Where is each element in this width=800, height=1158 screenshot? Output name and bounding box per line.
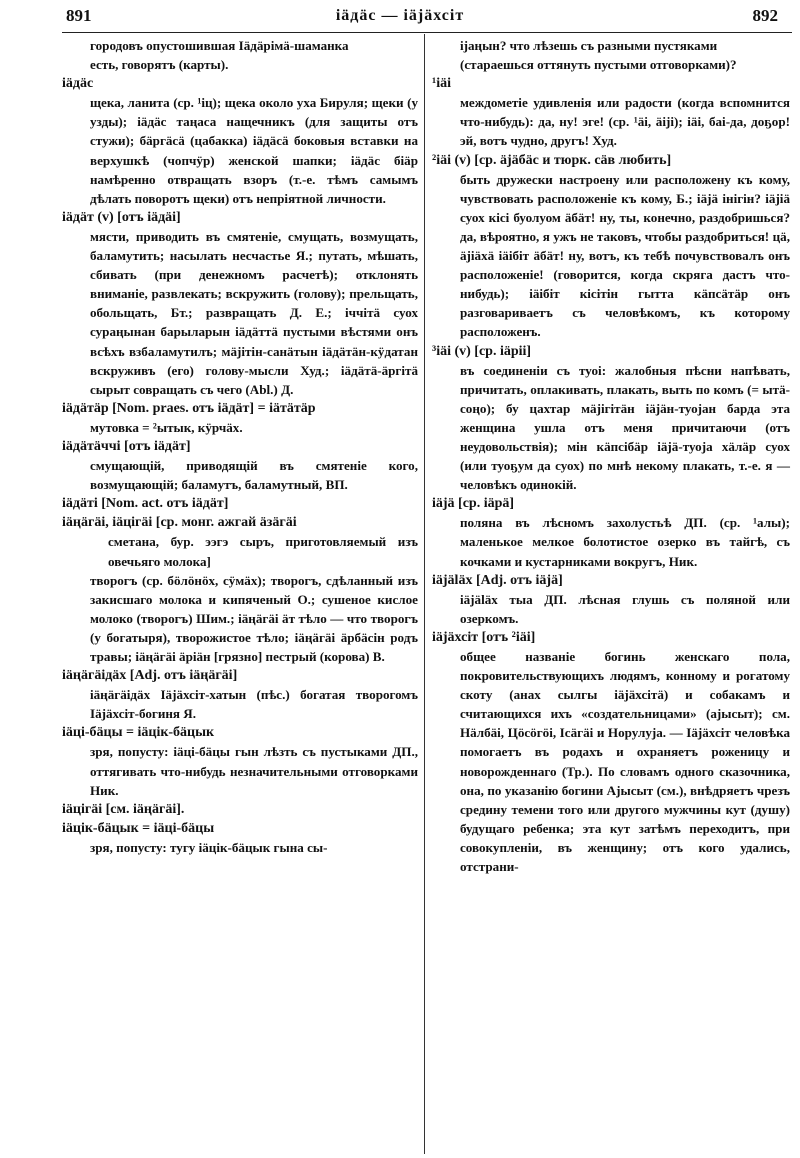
entry-text: мясти, приводить въ смятенiе, смущать, возмущать, баламутить; насылать несчастье Я.; путать, мѣшать, сбивать (при денежномъ расчетѣ); отклонять вниманiе, развлекать; вскружить (голову); прельщать, обольщать, Бт.; развращать Д. Е.; iччiтä суох сураңынан барыларын iäдäттä пустыми вѣстями онъ всѣхъ взбаламутилъ; мäjiтiн-санäтын iäдäтäн-кÿдатан вскруживъ (его) голову-мысли Худ.; iäдäтä-äргiтä сырыт совращать съ чего (Abl.) Д. <box>90 228 418 397</box>
right-column <box>432 36 790 876</box>
entry-headword: iäңäгäiдäх [Adj. отъ iäңäгäi] <box>62 668 238 684</box>
entry-text: сметана, бур. ээгэ сыръ, приготовляемый изъ овечьяго молока] <box>108 534 418 569</box>
left-column <box>62 36 418 857</box>
entry-text: iјаңын? что лѣзешь съ разными пустяками <box>460 38 718 53</box>
entry-headword: ¹iäi <box>432 76 451 92</box>
entry-text: смущающiй, приводящiй въ смятенiе кого, возмущающiй; баламутъ, баламутный, ВП. <box>90 458 418 493</box>
column-divider <box>424 34 425 1154</box>
header-rule <box>62 32 792 33</box>
page-number-right: 892 <box>752 6 778 25</box>
entry-headword: iäдäтi [Nom. act. отъ iäдäт] <box>62 496 229 512</box>
entry-text: быть дружески настроену или расположену къ кому, чувствовать расположенiе къ кому, Б.; iäjä iнiгiн? iäjiä суох кiсi буолуом äбäт! ну, ты, конечно, раздобришься? да, вѣроятно, я ужъ не таковъ, чтобы раздобриться! цä, äjiäхä iäiбiт äбäт! ну, вотъ, къ тебѣ почувствовалъ онъ расположенiе! (говорится, когда скряга дастъ что-нибудь); iäiбiт кiсiтiн гытта кäпсäтäр онъ разговариваетъ съ человѣкомъ, къ которому расположенъ. <box>460 171 790 340</box>
entry-text: творогъ (ср. бöлöнöх, сÿмäх); творогъ, сдѣланный изъ закисшаго молока и кипяченый О.; сушеное кислое молоко (творогъ) Шим.; iäңäгäi äт тѣло — что творогъ (у богатыря), творожистое тѣло; iäңäгäi äрбäсiн родъ травы; iäңäгäi äрiäн [грязно] пестрый (корова) В. <box>90 572 418 664</box>
entry-text: (стараешься оттянуть пустыми отговорками)? <box>460 57 737 73</box>
entry-text: щека, ланита (ср. ¹iц); щека около уха Бируля; щеки (у узды); iäдäс таңаса нащечникъ (для защиты отъ стужи); бäргäсä (цабакка) iäдäсä боковыя вставки на верхушкѣ (чопчÿр) женской шапки; iäдäс бiäр намѣренно отвращать взоръ (т.-е. тѣмъ самымъ дѣлать поворотъ щеки) отъ непрiятной личности. <box>90 95 418 206</box>
entry-headword: iäцi-бäцы = iäцiк-бäцык <box>62 725 215 741</box>
entry-text: междометiе удивленiя или радости (когда вспомнится что-нибудь): да, ну! эге! (ср. ¹äi, äiji); iäi, баi-да, доҕор! эй, вотъ чудно, другъ! Худ. <box>460 95 790 149</box>
entry-text: городовъ опустошившая Iäдäрiмä-шаманка <box>90 38 349 53</box>
entry-text: поляна въ лѣсномъ захолустьѣ ДП. (ср. ¹алы); маленькое мелкое болотистое озерко въ тайгѣ, съ кочками и кустарниками вокругъ, Ник. <box>460 515 790 569</box>
entry-headword: iäңäгäi, iäцiгäi [ср. монг. ажгай äзäгäi <box>62 515 297 531</box>
entry-headword: iäцiгäi [см. iäңäгäi]. <box>62 801 185 817</box>
entry-text: iäjäläх тыа ДП. лѣсная глушь съ поляной или озеркомъ. <box>460 591 790 626</box>
entry-headword: iäдäс <box>62 76 94 92</box>
entry-text: зря, попусту: тугу iäцiк-бäцык гына сы- <box>90 839 328 855</box>
entry-text: есть, говорятъ (карты). <box>90 57 229 73</box>
entry-headword: iäдäт (v) [отъ iäдäi] <box>62 209 181 225</box>
entry-text: въ соединенiи съ туоi: жалобныя пѣсни напѣвать, причитать, оплакивать, плакать, выть по комъ (= ытä-соңо); бу цахтар мäjiгiтäн iäjäн-туоjан барда эта женщина ушла отъ меня причитаючи (отъ неудовольствiя); мiн кäпсiбäр iäjä-туоjа хäлäр суох (или туоҕум да суох) по мнѣ некому плакать, т.-е. я — человѣкъ одинокiй. <box>460 362 790 493</box>
page-header <box>0 6 800 32</box>
page-number-left: 891 <box>66 6 92 25</box>
entry-headword: ²iäi (v) [ср. äjäбäс и тюрк. сäв любить] <box>432 152 672 168</box>
entry-text: мутовка = ²ытык, кÿрчäх. <box>90 419 243 435</box>
entry-headword: iäjä [ср. iäpä] <box>432 496 515 512</box>
entry-headword: iäjäхсiт [отъ ²iäi] <box>432 629 536 645</box>
entry-headword: iäдäтäр [Nom. praes. отъ iäдäт] = iäтäтäр <box>62 400 316 416</box>
entry-headword: ³iäi (v) [ср. iäpii] <box>432 343 532 359</box>
entry-headword: iäjäläх [Adj. отъ iäjä] <box>432 572 563 588</box>
entry-text: зря, попусту: iäцi-бäцы гын лѣзть съ пустыками ДП., оттягивать что-нибудь незначительными отговорками Ник. <box>90 744 418 798</box>
entry-headword: iäцiк-бäцык = iäцi-бäцы <box>62 820 215 836</box>
entry-text: общее названiе богинь женскаго пола, покровительствующихъ людямъ, конному и рогатому скоту (анах сылгы iäjäхсiтä) и собакамъ и считающихся ихъ «создательницами» (аjысыт); см. Нäлбäi, Цöсöгöi, Iсäгäi и Норулуjа. — Iäjäхсiт человѣка помогаетъ въ родахъ и охраняетъ роженицу и новорожденнаго (Тр.). По словамъ одного сказочника, она, по указанiю богини Аjысыт (см.), внѣдряетъ чрезъ средину темени того или другого мужчины кут (душу) будущаго ребенка; эта кут затѣмъ переходитъ, при совокупленiи, въ женщину; отъ кого удались, отстрани- <box>460 649 790 875</box>
running-title: iäдäс — iäjäхсiт <box>335 7 465 24</box>
entry-headword: iäдäтäччi [отъ iäдäт] <box>62 438 191 454</box>
entry-text: iäңäгäiдäх Iäjäхсiт-хатын (пѣс.) богатая творогомъ Iäjäхсiт-богиня Я. <box>90 687 418 722</box>
